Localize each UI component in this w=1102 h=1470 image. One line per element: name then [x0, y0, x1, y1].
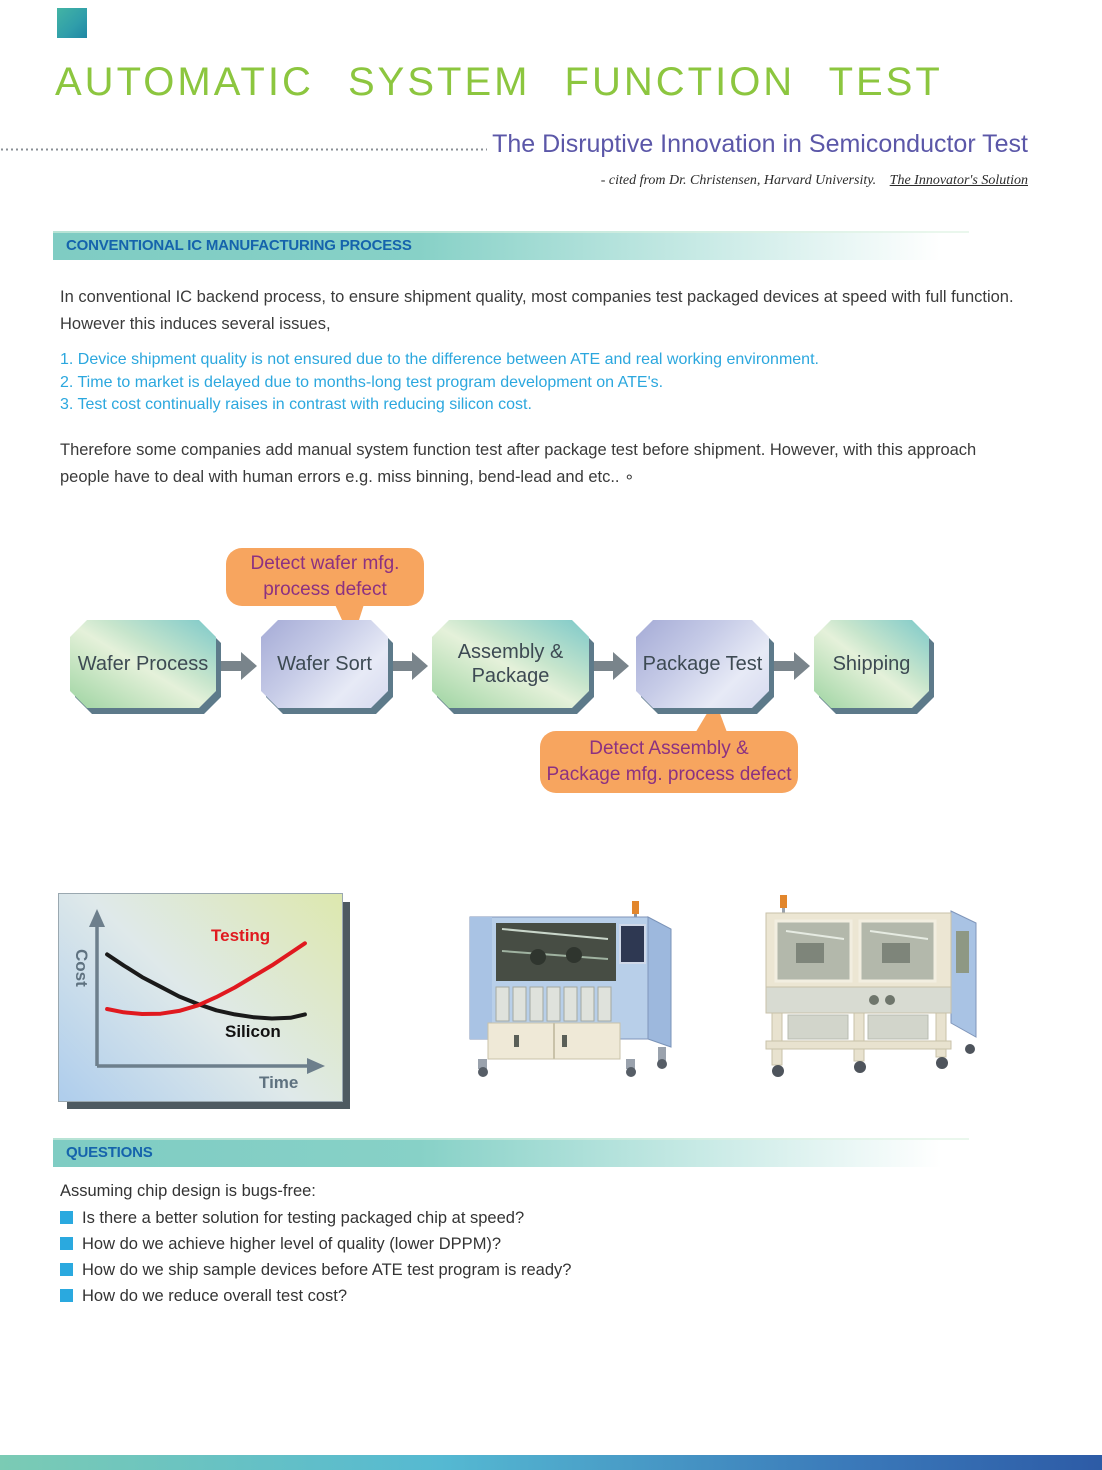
intro-paragraph	[60, 284, 1020, 338]
question-text: How do we achieve higher level of quality (lower DPPM)?	[82, 1235, 502, 1253]
dotted-divider	[0, 148, 487, 151]
flow-arrow-icon	[392, 652, 428, 680]
callout-detect-assembly-defect	[540, 731, 798, 793]
citation-link[interactable]: The Innovator's Solution	[889, 173, 1028, 188]
testing-curve	[107, 943, 305, 1014]
flow-step-wafer-sort	[261, 620, 388, 708]
flow-step-assembly-package	[432, 620, 589, 708]
cost-time-chart-canvas	[59, 894, 342, 1101]
section-header-label: CONVENTIONAL IC MANUFACTURING PROCESS	[66, 237, 412, 254]
issue-item: 2. Time to market is delayed due to months-long test program development on ATE's.	[60, 373, 664, 391]
flow-step-label: Wafer Sort	[277, 653, 372, 675]
callout-detect-wafer-defect	[226, 548, 424, 606]
machine-monitor	[620, 925, 645, 963]
testing-series-label: Testing	[211, 926, 271, 945]
flow-step-label: Assembly & Package	[457, 641, 564, 687]
paragraph-line: However this induces several issues,	[60, 315, 331, 333]
beacon-light-icon	[780, 895, 787, 908]
footer-gradient-bar	[0, 1455, 1102, 1470]
y-axis-label: Cost	[72, 949, 91, 987]
section-header-conventional	[53, 231, 969, 260]
question-text: Is there a better solution for testing packaged chip at speed?	[82, 1209, 525, 1227]
section-header-label: QUESTIONS	[66, 1144, 153, 1161]
questions-intro: Assuming chip design is bugs-free:	[60, 1182, 316, 1200]
callout-line: Detect wafer mfg.	[250, 553, 400, 575]
question-item	[60, 1209, 524, 1228]
question-item	[60, 1287, 347, 1306]
citation-text: - cited from Dr. Christensen, Harvard University.	[600, 173, 877, 188]
flow-step-label: Shipping	[832, 653, 911, 675]
machine-photo-2	[756, 891, 986, 1083]
cost-time-chart	[58, 893, 343, 1102]
flow-arrow-icon	[593, 652, 629, 680]
bullet-square-icon	[60, 1237, 73, 1250]
question-item	[60, 1235, 501, 1254]
x-axis-arrow-icon	[307, 1058, 325, 1074]
issue-item: 3. Test cost continually raises in contrast with reducing silicon cost.	[60, 396, 532, 413]
flow-step-label: Wafer Process	[77, 653, 209, 675]
page-title: AUTOMATIC SYSTEM FUNCTION TEST	[55, 60, 943, 104]
question-text: How do we reduce overall test cost?	[82, 1287, 348, 1305]
callout-line: process defect	[263, 579, 387, 600]
citation	[601, 173, 1028, 189]
bullet-square-icon	[60, 1211, 73, 1224]
x-axis-label: Time	[259, 1073, 299, 1092]
page-subtitle: The Disruptive Innovation in Semiconductor Test	[492, 130, 1028, 158]
flow-arrow-icon	[774, 652, 810, 680]
flow-arrow-icon	[221, 652, 257, 680]
logo-mark	[57, 8, 87, 38]
flow-step-wafer-process	[70, 620, 216, 708]
flow-step-shipping	[814, 620, 929, 708]
bullet-square-icon	[60, 1289, 73, 1302]
section-header-questions	[53, 1138, 969, 1167]
beacon-light-icon	[632, 901, 639, 914]
manual-test-paragraph	[60, 437, 990, 491]
paragraph-line: In conventional IC backend process, to ensure shipment quality, most companies test packaged devices at speed with full function.	[60, 288, 1014, 306]
silicon-series-label: Silicon	[225, 1022, 281, 1041]
machine-base-frame	[766, 1013, 951, 1065]
machine-photo-1	[458, 895, 693, 1080]
question-item	[60, 1261, 571, 1280]
issue-list	[60, 349, 819, 417]
callout-line: Package mfg. process defect	[546, 764, 792, 785]
flow-step-package-test	[636, 620, 769, 708]
issue-item: 1. Device shipment quality is not ensured due to the difference between ATE and real working environment.	[60, 351, 819, 368]
callout-line: Detect Assembly &	[589, 738, 749, 760]
paragraph-line: people have to deal with human errors e.g. miss binning, bend-lead and etc.. ∘	[60, 468, 635, 486]
y-axis-arrow-icon	[89, 909, 105, 927]
paragraph-line: Therefore some companies add manual system function test after package test before shipment. However, with this approach	[60, 441, 977, 459]
flow-step-label: Package Test	[642, 653, 763, 675]
bullet-square-icon	[60, 1263, 73, 1276]
machine-cartridges	[496, 987, 611, 1021]
question-text: How do we ship sample devices before ATE test program is ready?	[82, 1261, 572, 1279]
